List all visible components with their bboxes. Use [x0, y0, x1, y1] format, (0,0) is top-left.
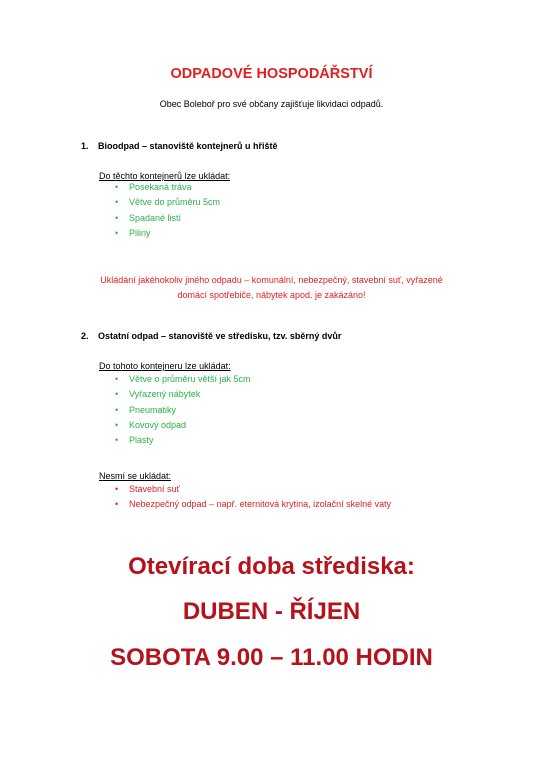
bullet-icon: • — [115, 374, 119, 384]
list-item — [115, 482, 391, 497]
bullet-icon: • — [115, 212, 119, 223]
list-item — [115, 497, 391, 512]
section-2-forbidden-label: Nesmí se ukládat: — [99, 471, 172, 481]
list-item-label: Plasty — [129, 435, 154, 446]
section-2-number: 2. — [81, 331, 89, 341]
list-item — [115, 195, 220, 210]
bullet-icon: • — [115, 484, 119, 494]
bullet-icon: • — [115, 389, 119, 400]
warning-line-2: domácí spotřebiče, nábytek apod. je zakázáno! — [177, 290, 366, 300]
hours-months: DUBEN - ŘÍJEN — [182, 598, 361, 625]
warning-text — [40, 273, 503, 303]
section-1-heading — [81, 141, 278, 151]
bullet-icon: • — [115, 499, 119, 510]
section-1-heading-text: Bioodpad – stanoviště kontejnerů u hřiště — [98, 141, 278, 151]
list-item — [115, 433, 251, 448]
bullet-icon: • — [115, 404, 119, 415]
list-item — [115, 180, 220, 195]
section-1-number: 1. — [81, 141, 89, 151]
list-item-label: Nebezpečný odpad – např. eternitová krytina, izolační skelné vaty — [129, 499, 392, 510]
bullet-icon: • — [115, 182, 119, 192]
list-item-label: Spadané listí — [129, 212, 182, 223]
hours-heading: Otevírací doba střediska: — [128, 553, 415, 580]
list-item-label: Vyřazený nábytek — [129, 389, 201, 400]
hours-time: SOBOTA 9.00 – 11.00 HODIN — [110, 644, 433, 671]
section-2-heading — [81, 331, 341, 341]
section-2-heading-text: Ostatní odpad – stanoviště ve středisku, tzv. sběrný dvůr — [98, 331, 342, 341]
section-2-list — [115, 372, 251, 448]
list-item-label: Větve do průměru 5cm — [129, 197, 221, 208]
list-item — [115, 418, 251, 433]
bullet-icon: • — [115, 227, 119, 238]
list-item-label: Stavební suť — [129, 484, 180, 494]
bullet-icon: • — [115, 419, 119, 430]
section-2-allowed-label: Do tohoto kontejneru lze ukládat: — [99, 361, 231, 371]
section-2-forbidden-list — [115, 482, 391, 513]
list-item — [115, 226, 220, 241]
list-item — [115, 387, 251, 402]
section-1-allowed-label: Do těchto kontejnerů lze ukládat: — [99, 171, 231, 181]
list-item-label: Posekaná tráva — [129, 182, 192, 192]
list-item — [115, 211, 220, 226]
list-item — [115, 403, 251, 418]
list-item — [115, 372, 251, 387]
page-subtitle: Obec Boleboř pro své občany zajišťuje likvidaci odpadů. — [159, 99, 384, 109]
bullet-icon: • — [115, 435, 119, 446]
list-item-label: Větve o průměru větší jak 5cm — [129, 374, 251, 384]
list-item-label: Piliny — [129, 227, 151, 238]
bullet-icon: • — [115, 197, 119, 208]
page-title: ODPADOVÉ HOSPODÁŘSTVÍ — [170, 66, 373, 82]
section-1-list — [115, 180, 220, 241]
warning-line-1: Ukládání jakéhokoliv jiného odpadu – komunální, nebezpečný, stavební suť, vyřazené — [100, 275, 443, 285]
list-item-label: Pneumatiky — [129, 404, 177, 415]
list-item-label: Kovový odpad — [129, 419, 187, 430]
